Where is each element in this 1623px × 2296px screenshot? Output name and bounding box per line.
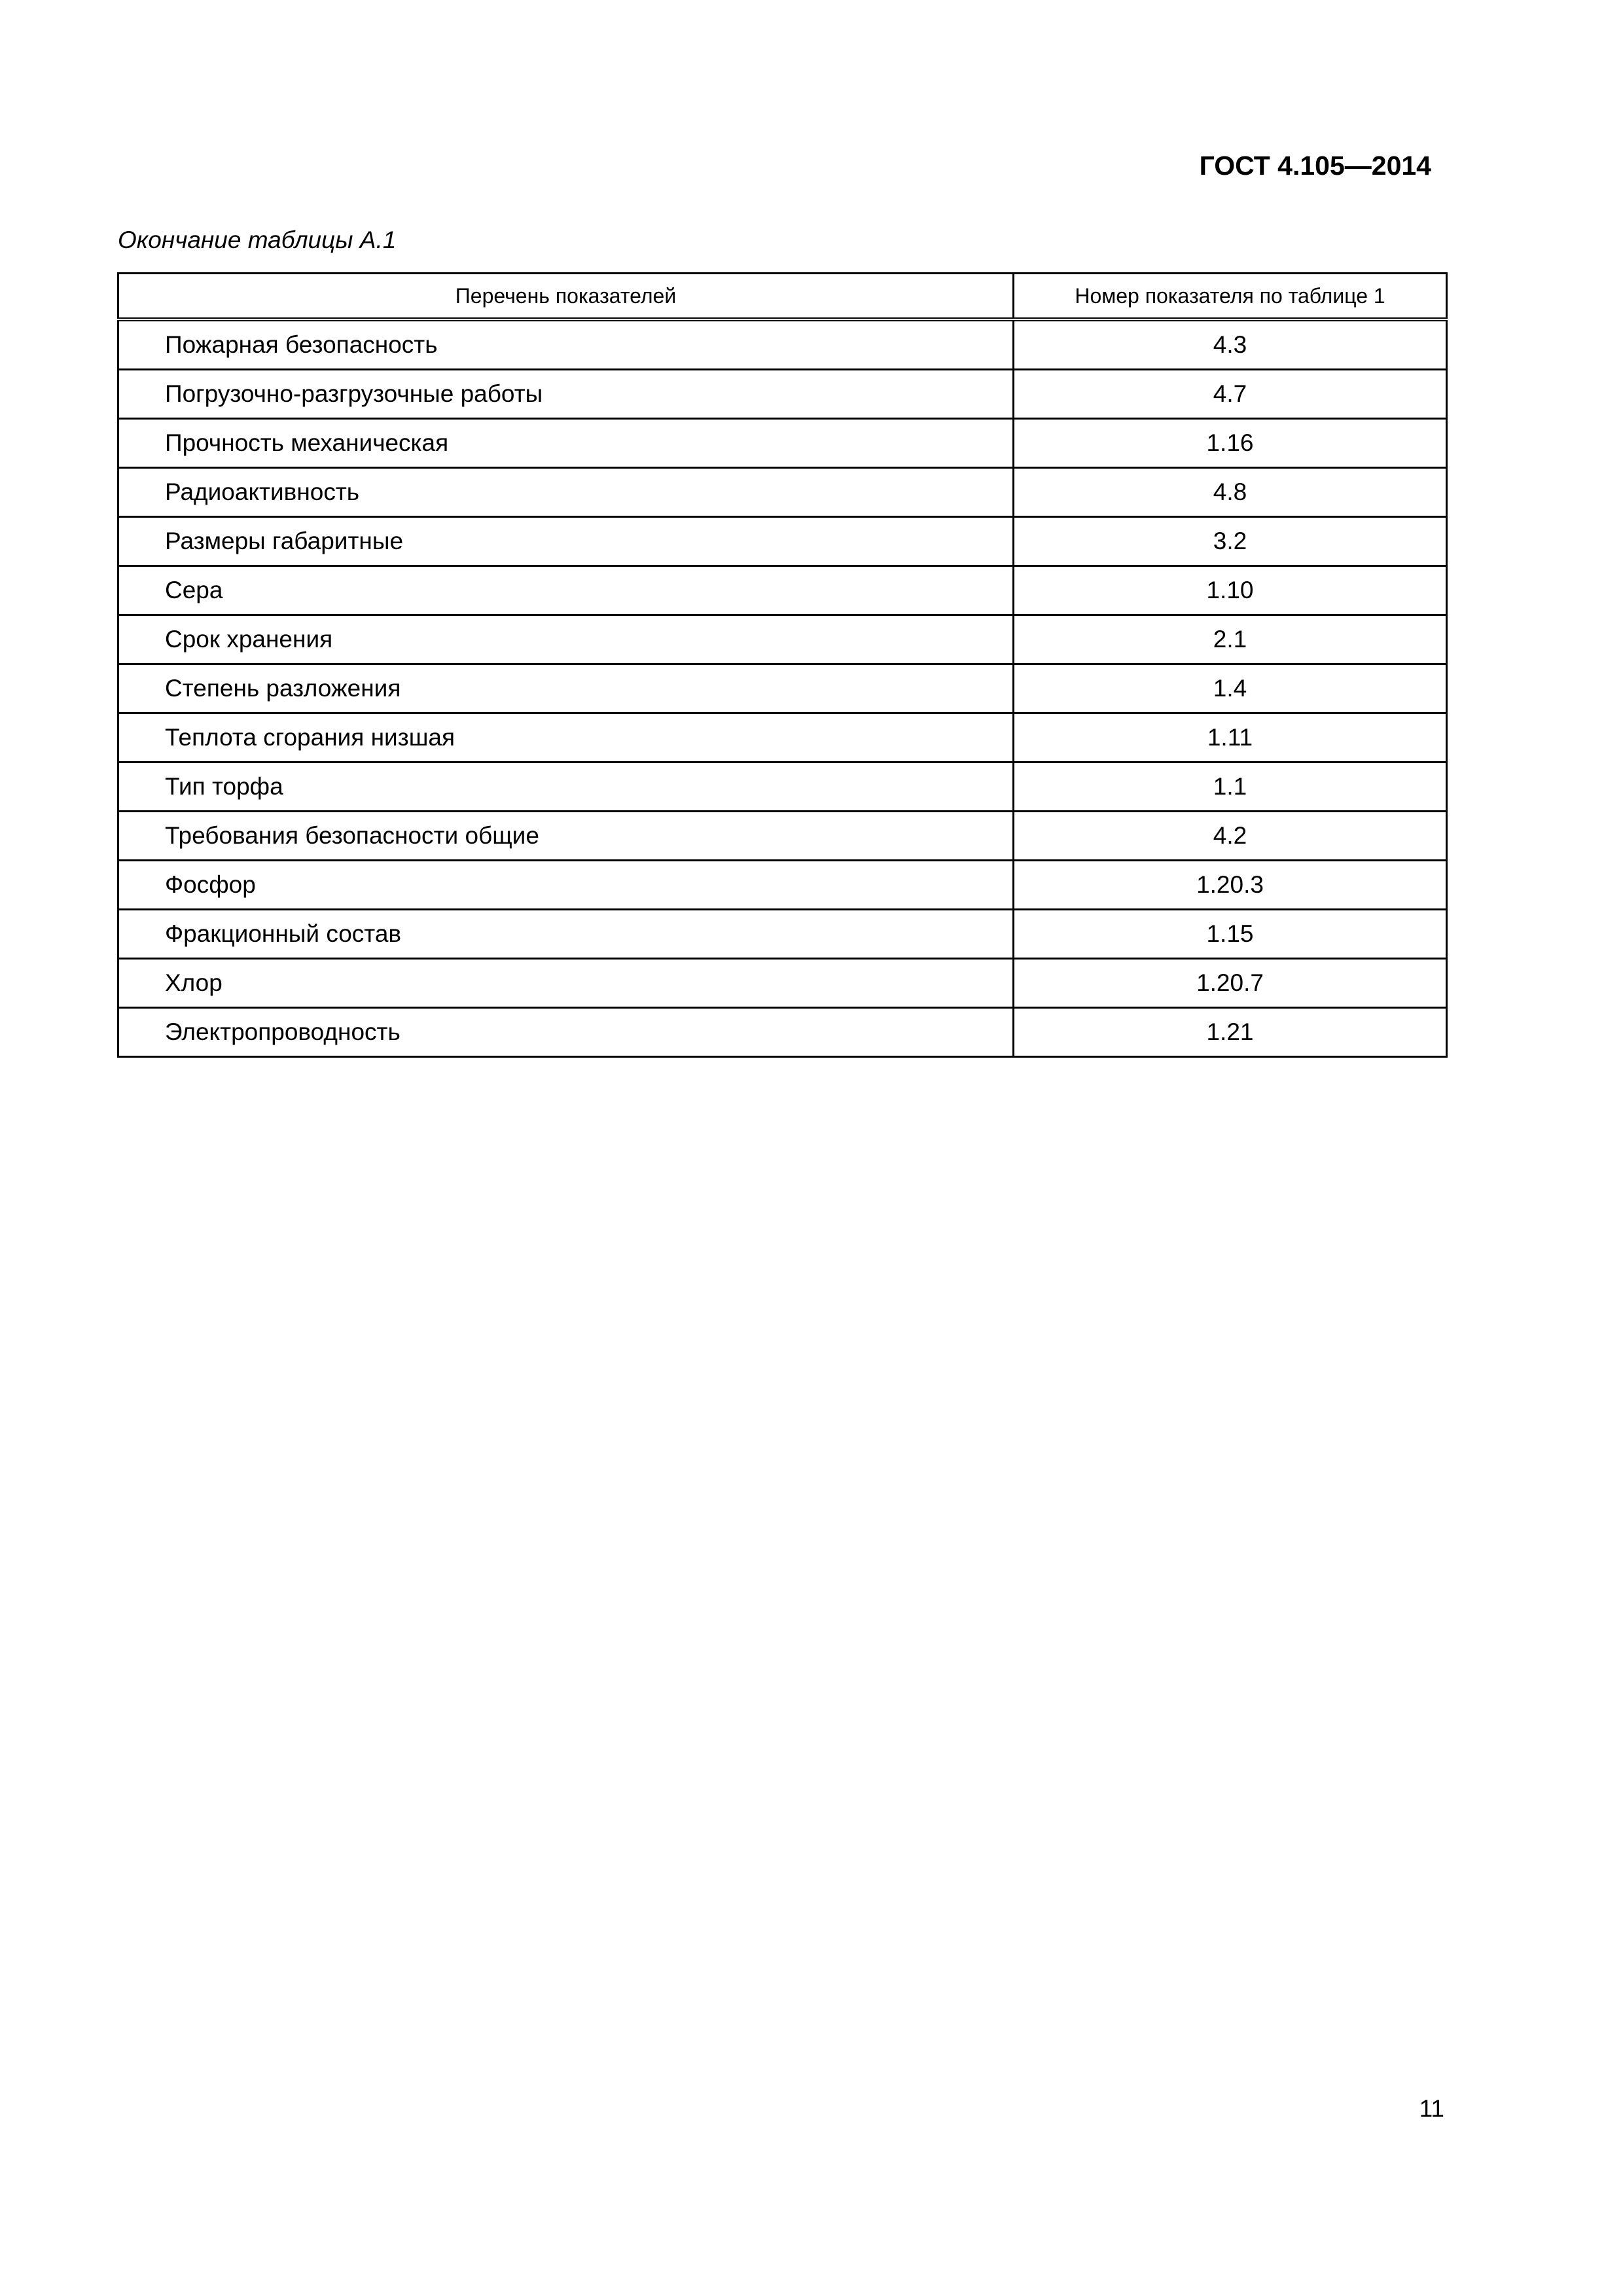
indicator-number-cell: 1.11 — [1014, 713, 1447, 762]
table-row — [118, 419, 1447, 468]
table-caption: Окончание таблицы А.1 — [118, 226, 397, 253]
indicator-name-cell: Сера — [118, 566, 1014, 615]
indicator-name-cell: Пожарная безопасность — [118, 319, 1014, 370]
indicator-name-cell: Размеры габаритные — [118, 517, 1014, 566]
table-row — [118, 812, 1447, 861]
indicator-number-cell: 1.15 — [1014, 910, 1447, 959]
table-row — [118, 566, 1447, 615]
table-row — [118, 910, 1447, 959]
indicator-number-cell: 4.2 — [1014, 812, 1447, 861]
table-row — [118, 713, 1447, 762]
indicator-name-cell: Радиоактивность — [118, 468, 1014, 517]
table-header — [118, 274, 1447, 320]
table-row — [118, 517, 1447, 566]
indicator-number-cell: 4.7 — [1014, 370, 1447, 419]
table-row — [118, 319, 1447, 370]
indicator-number-cell: 1.10 — [1014, 566, 1447, 615]
indicator-name-cell: Фосфор — [118, 861, 1014, 910]
table-row — [118, 1008, 1447, 1057]
table-row — [118, 762, 1447, 812]
table-row — [118, 615, 1447, 664]
indicator-name-cell: Погрузочно-разгрузочные работы — [118, 370, 1014, 419]
table-body — [118, 319, 1447, 1057]
page-number: 11 — [1419, 2095, 1444, 2122]
indicator-number-cell: 1.20.3 — [1014, 861, 1447, 910]
table-row — [118, 370, 1447, 419]
indicator-name-cell: Степень разложения — [118, 664, 1014, 713]
table-row — [118, 959, 1447, 1008]
indicator-table — [117, 272, 1448, 1058]
column-header-indicators: Перечень показателей — [118, 274, 1014, 320]
table-header-row — [118, 274, 1447, 320]
table-row — [118, 468, 1447, 517]
indicator-name-cell: Тип торфа — [118, 762, 1014, 812]
column-header-number: Номер показателя по таблице 1 — [1014, 274, 1447, 320]
indicator-number-cell: 4.3 — [1014, 319, 1447, 370]
indicator-name-cell: Требования безопасности общие — [118, 812, 1014, 861]
table-row — [118, 861, 1447, 910]
indicator-name-cell: Прочность механическая — [118, 419, 1014, 468]
indicator-number-cell: 1.20.7 — [1014, 959, 1447, 1008]
indicator-name-cell: Фракционный состав — [118, 910, 1014, 959]
indicator-number-cell: 1.21 — [1014, 1008, 1447, 1057]
indicator-number-cell: 1.4 — [1014, 664, 1447, 713]
table-row — [118, 664, 1447, 713]
document-code: ГОСТ 4.105—2014 — [1199, 151, 1431, 181]
indicator-number-cell: 1.16 — [1014, 419, 1447, 468]
indicator-number-cell: 2.1 — [1014, 615, 1447, 664]
indicator-name-cell: Теплота сгорания низшая — [118, 713, 1014, 762]
indicator-number-cell: 4.8 — [1014, 468, 1447, 517]
indicator-name-cell: Хлор — [118, 959, 1014, 1008]
indicator-number-cell: 3.2 — [1014, 517, 1447, 566]
indicator-name-cell: Срок хранения — [118, 615, 1014, 664]
indicator-number-cell: 1.1 — [1014, 762, 1447, 812]
indicator-name-cell: Электропроводность — [118, 1008, 1014, 1057]
